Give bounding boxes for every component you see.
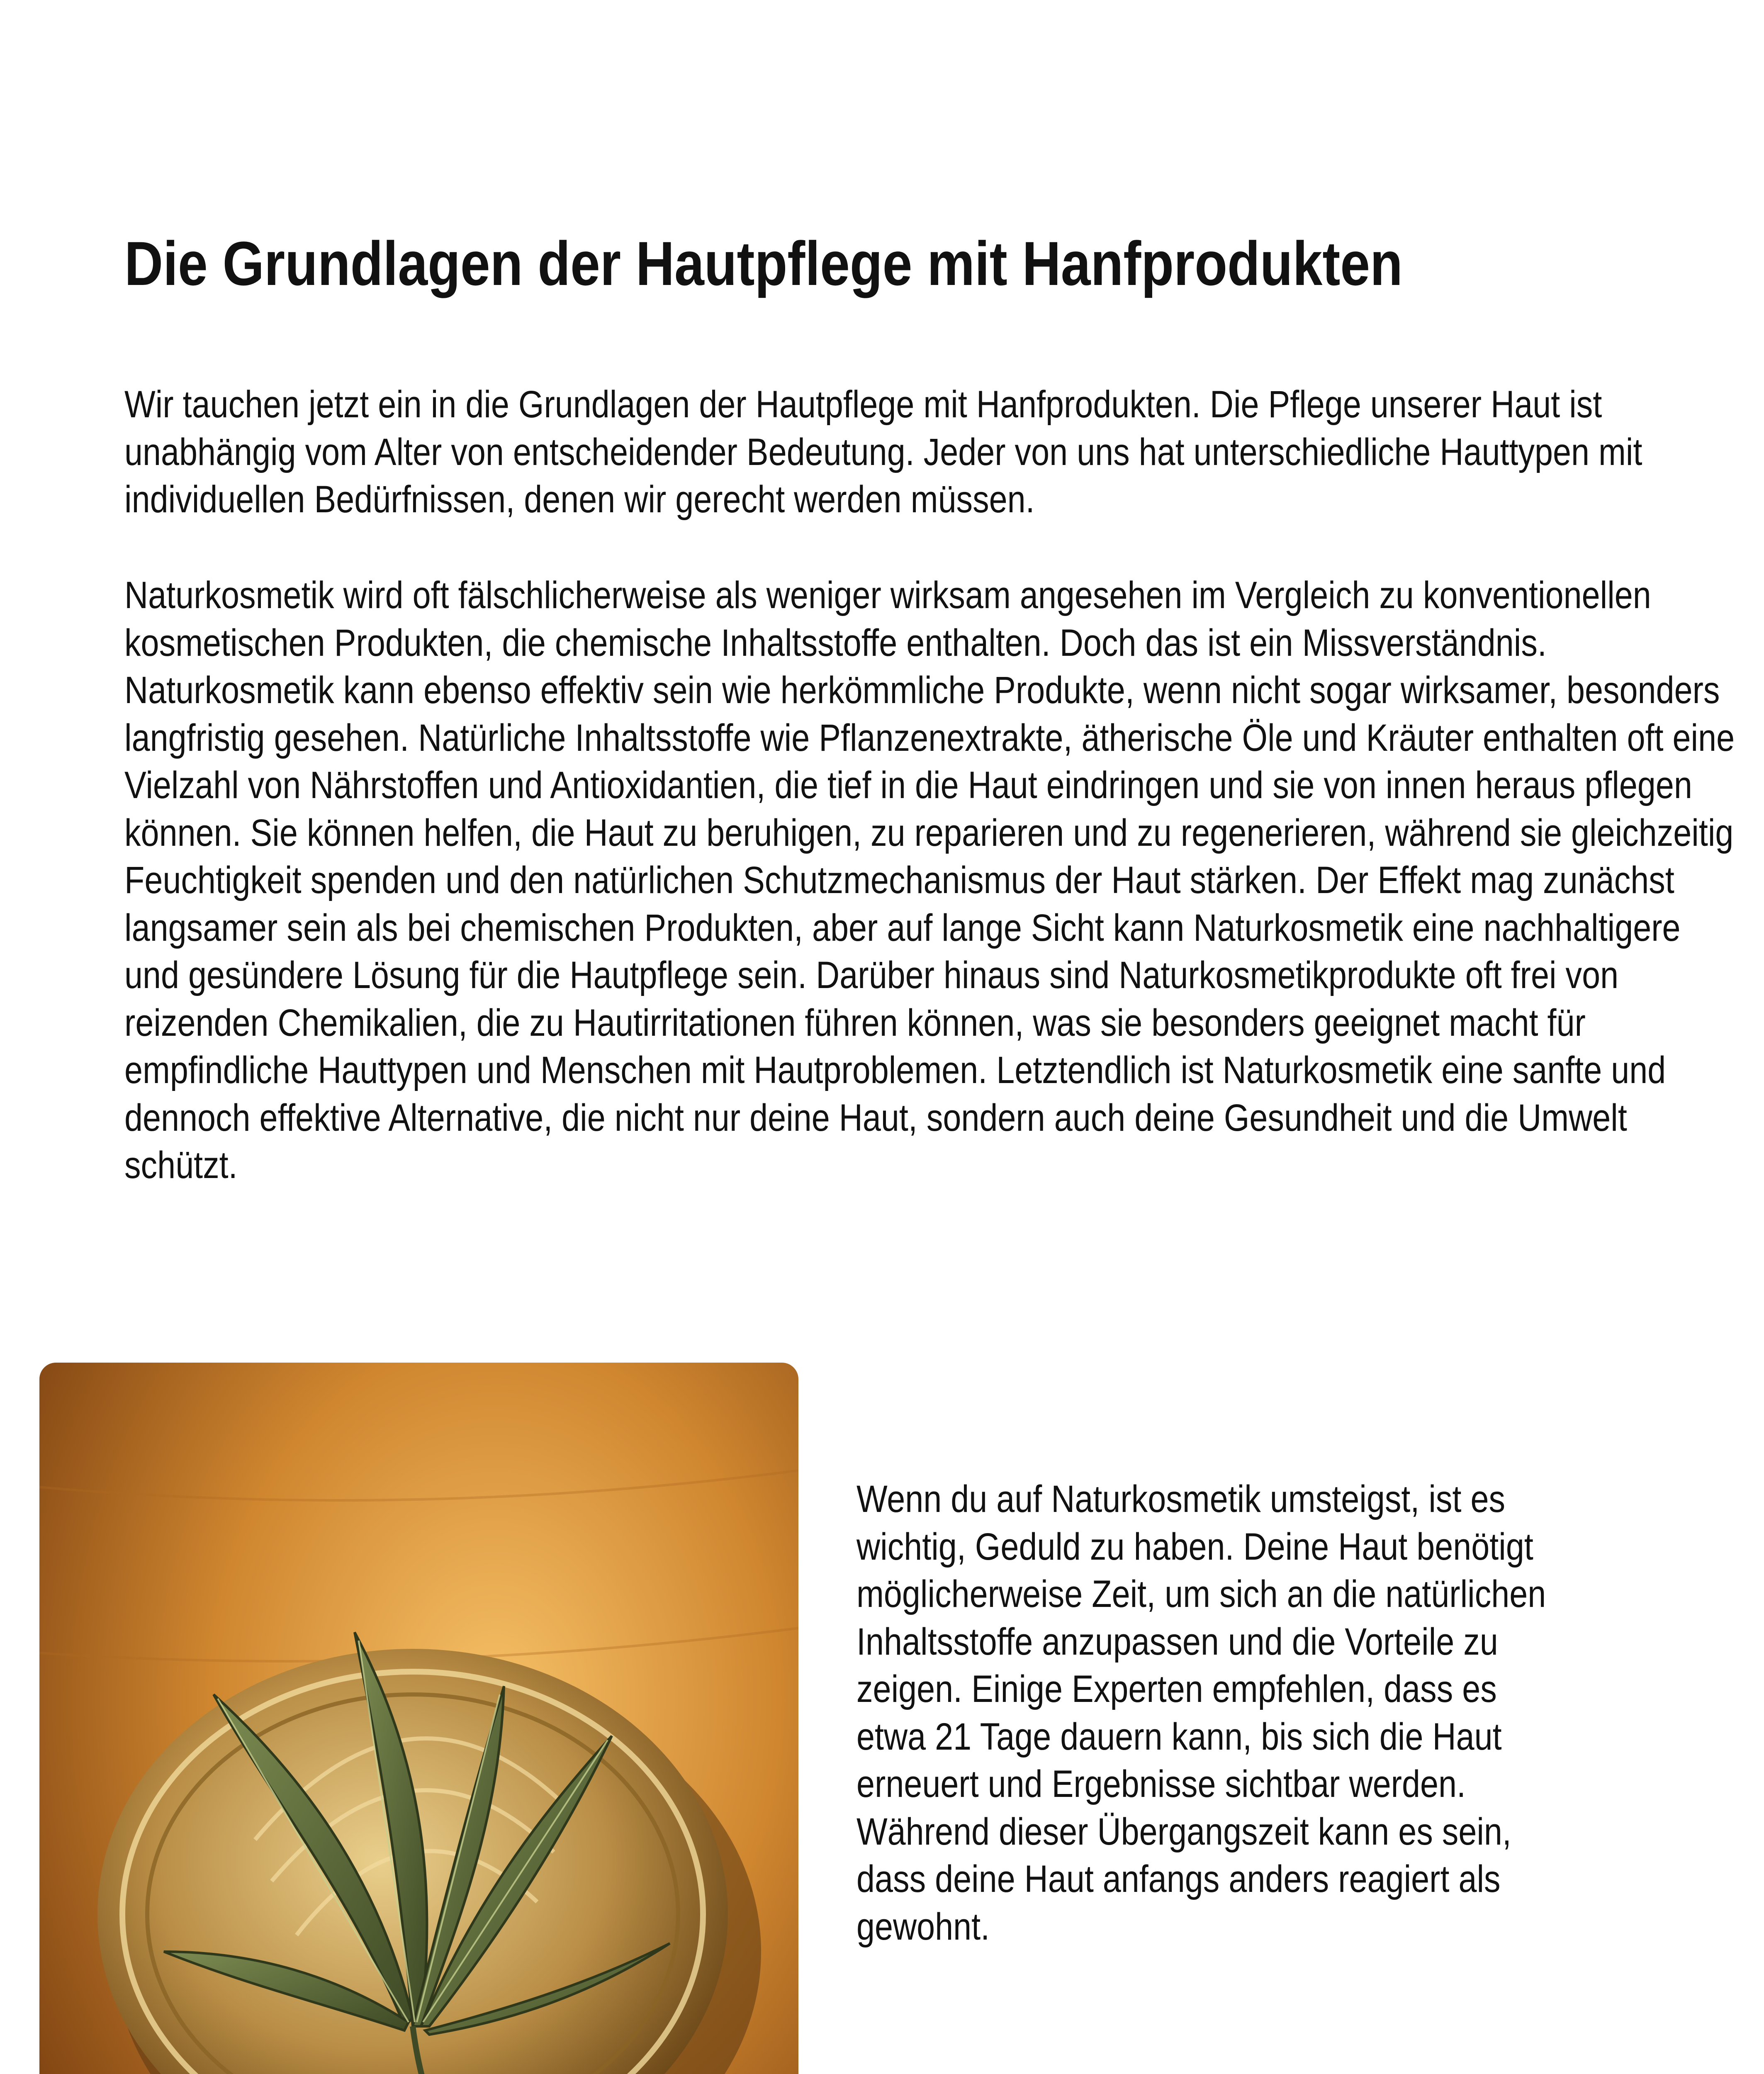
hemp-coin-photo <box>39 1363 798 2074</box>
intro-paragraph: Wir tauchen jetzt ein in die Grundlagen der Hautpflege mit Hanfprodukten. Die Pflege unserer Haut ist unabhängig vom Alter von entscheidender Bedeutung. Jeder von uns hat unterschiedliche Hauttypen mit individuellen Bedürfnissen, denen wir gerecht werden müssen. <box>124 383 1642 521</box>
side-paragraph: Wenn du auf Naturkosmetik umsteigst, ist es wichtig, Geduld zu haben. Deine Haut benötigt möglicherweise Zeit, um sich an die natürlichen Inhaltsstoffe anzupassen und die Vorteile zu zeigen. Einige Experten empfehlen, dass es etwa 21 Tage dauern kann, bis sich die Haut erneuert und Ergebnisse sichtbar werden. Während dieser Übergangszeit kann es sein, dass deine Haut anfangs anders reagiert als gewohnt. <box>856 1478 1546 1948</box>
hemp-coin-illustration <box>39 1363 798 2074</box>
page-title: Die Grundlagen der Hautpflege mit Hanfprodukten <box>124 229 1403 298</box>
body-paragraph: Naturkosmetik wird oft fälschlicherweise als weniger wirksam angesehen im Vergleich zu konventionellen kosmetischen Produkten, die chemische Inhaltsstoffe enthalten. Doch das ist ein Missverständnis. Naturkosmetik kann ebenso effektiv sein wie herkömmliche Produkte, wenn nicht sogar wirksamer, besonders langfristig gesehen. Natürliche Inhaltsstoffe wie Pflanzenextrakte, ätherische Öle und Kräuter enthalten oft eine Vielzahl von Nährstoffen und Antioxidantien, die tief in die Haut eindringen und sie von innen heraus pflegen können. Sie können helfen, die Haut zu beruhigen, zu reparieren und zu regenerieren, während sie gleichzeitig Feuchtigkeit spenden und den natürlichen Schutzmechanismus der Haut stärken. Der Effekt mag zunächst langsamer sein als bei chemischen Produkten, aber auf lange Sicht kann Naturkosmetik eine nachhaltigere und gesündere Lösung für die Hautpflege sein. Darüber hinaus sind Naturkosmetikprodukte oft frei von reizenden Chemikalien, die zu Hautirritationen führen können, was sie besonders geeignet macht für empfindliche Hauttypen und Menschen mit Hautproblemen. Letztendlich ist Naturkosmetik eine sanfte und dennoch effektive Alternative, die nicht nur deine Haut, sondern auch deine Gesundheit und die Umwelt schützt. <box>124 574 1735 1186</box>
